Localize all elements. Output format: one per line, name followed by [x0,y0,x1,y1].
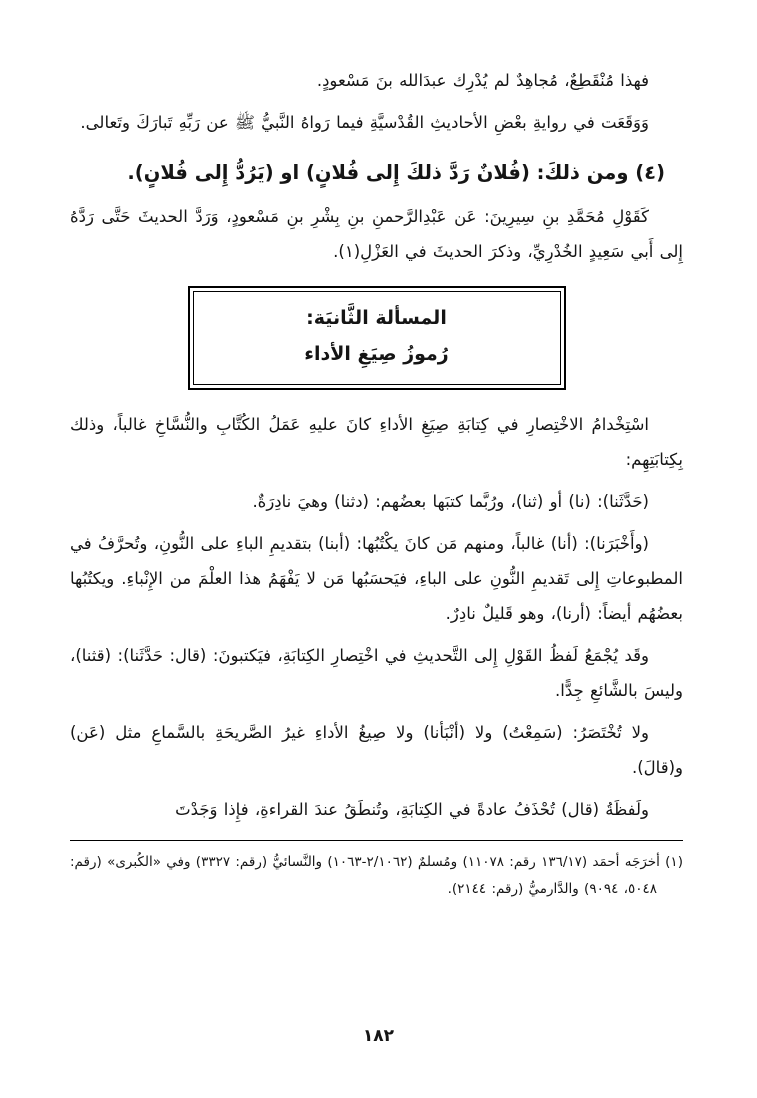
section-paragraph: كَقَوْلِ مُحَمَّدِ بنِ سِيرِينَ: عَن عَبْدِالرَّحمنِ بنِ بِشْرِ بنِ مَسْعودٍ، وَرَدَّ الحديثَ حَتَّى رَدَّهُ إِلى أَبي سَعِيدٍ الخُدْرِيِّ، وذكرَ الحديثَ في العَزْلِ(١). [70,206,683,261]
section-heading: (٤) ومن ذلكَ: (فُلانٌ رَدَّ ذلكَ إِلى فُلانٍ) او (يَرُدُّ إِلى فُلانٍ). [127,160,665,184]
body-paragraph-2: (حَدَّثَنا): (نا) أو (ثنا)، ورُبَّما كتبَها بعضُهم: (دثنا) وهيَ نادِرَةٌ. [252,492,649,511]
paragraph-intro-2: وَوَقَعَت في روايةِ بعْضِ الأحاديثِ القُدْسيَّةِ فيما رَواهُ النَّبيُّ ﷺ عن رَبِّهِ تَبارَكَ وتَعالى. [80,112,649,132]
chapter-title-box-inner [193,291,561,385]
body-paragraph-6: ولَفظَةُ (قال) تُحْذَفُ عادةً في الكِتابَةِ، وتُنطَقُ عندَ القراءةِ، فإِذا وَجَدْتَ [175,799,649,819]
footnote-separator [70,840,683,841]
body-paragraph-5: ولا تُخْتَصَرُ: (سَمِعْتُ) ولا (أنْبَأنا) ولا صِيغُ الأداءِ غيرُ الصَّريحَةِ بالسَّماعِ مثل (عَن) و(قالَ). [70,722,683,777]
page-number: ١٨٢ [362,1026,395,1046]
paragraph-intro-1: فهذا مُنْقَطِعٌ، مُجاهِدٌ لم يُدْرِك عبدَالله بنَ مَسْعودٍ. [316,71,649,90]
body-paragraph-1: اسْتِخْدامُ الاخْتِصارِ في كِتابَةِ صِيَغِ الأداءِ كانَ عليهِ عَمَلُ الكُتَّابِ والنُّسَّاخِ غالباً، وذلك بِكِتابَتِهِم: [70,415,683,470]
body-paragraph-4: وقَد يُجْمَعُ لَفظُ القَوْلِ إِلى التَّحديثِ في اخْتِصارِ الكِتابَةِ، فيَكتبونَ: (قال: حَدَّثَنا): (قثنا)، وليسَ بالشَّائعِ جِدًّا. [70,645,683,700]
box-title-line1: المسألة الثَّانيَة: [306,306,447,329]
chapter-title-box [188,286,566,390]
box-title-line2: رُموزُ صِيَغِ الأداء [304,342,449,365]
body-paragraph-3: (وأَخْبَرَنا): (أنا) غالباً، ومنهم مَن كانَ يكْتُبُها: (أبنا) بتقديمِ الباءِ على النُّونِ، وتُحرَّفُ في المطبوعاتِ إِلى تَقديمِ النُّونِ على الباءِ، فيَحسَبُها مَن لا يَفْهَمُ هذا العلْمَ من الإِنْباءِ. ويكتُبُها بعضُهُم أيضاً: (أرنا)، وهو قَليلٌ نادِرٌ. [70,533,683,623]
footnote-text: (١) أخرَجَه أحمَد (١٣٦/١٧ رقم: ١١٠٧٨) ومُسلمٌ (٢/١٠٦٢-١٠٦٣) والنَّسائيُّ (رقم: ٣٣٢٧) وفي «الكُبرى» (رقم: ٥٠٤٨، ٩٠٩٤) والدَّارميُّ (رقم: ٢١٤٤). [70,853,683,897]
